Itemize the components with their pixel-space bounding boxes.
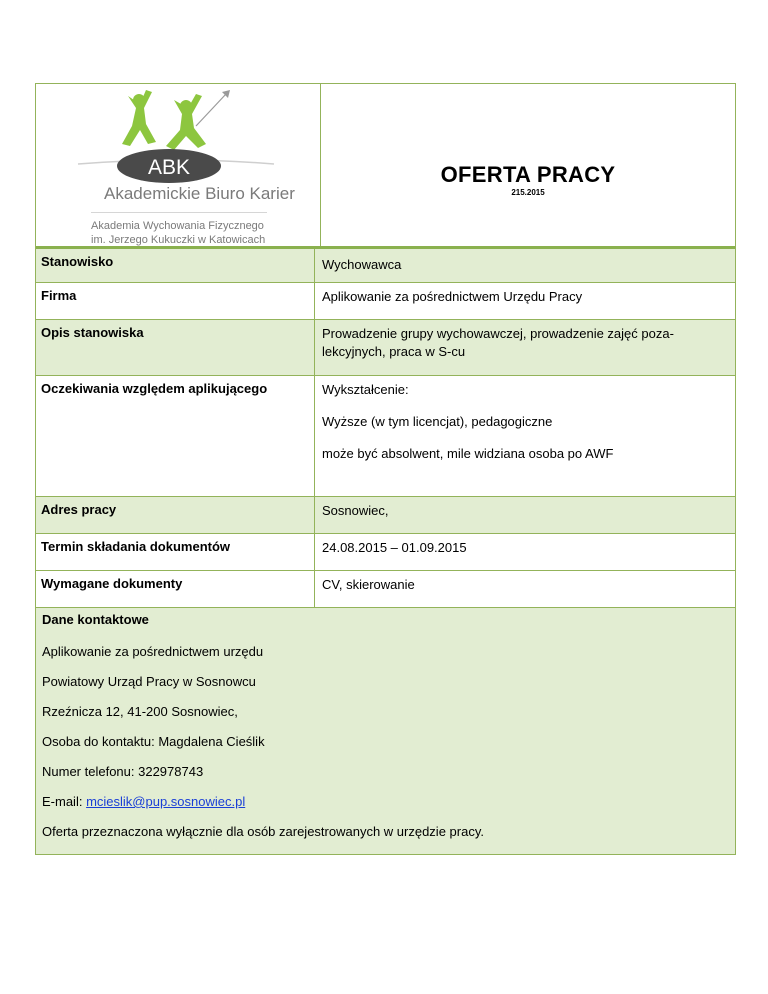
row-oczekiwania [36,376,735,497]
row-value: Sosnowiec, [322,503,389,518]
logo-org-name: Akademickie Biuro Karier [104,184,295,203]
contact-note: Oferta przeznaczona wyłącznie dla osób zarejestrowanych w urzędzie pracy. [42,824,484,839]
requirement-line: Wyższe (w tym licencjat), pedagogiczne [322,414,553,429]
logo-cell [36,84,321,246]
logo-academy-line-2: im. Jerzego Kukuczki w Katowicach [91,234,266,246]
row-stanowisko [36,249,735,283]
row-label: Firma [36,283,315,319]
contact-line: Aplikowanie za pośrednictwem urzędu [42,644,264,659]
row-adres [36,497,735,534]
offer-header [36,84,735,249]
row-value: 24.08.2015 – 01.09.2015 [322,540,467,555]
row-label: Stanowisko [36,249,315,282]
row-label: Oczekiwania względem aplikującego [36,376,315,496]
row-value: CV, skierowanie [322,577,415,592]
row-dokumenty [36,571,735,608]
row-value: Wychowawca [322,257,402,272]
requirement-line: Wykształcenie: [322,382,409,397]
row-value-list [315,376,735,496]
contact-line: Rzeźnicza 12, 41-200 Sosnowiec, [42,704,238,719]
contact-line: Numer telefonu: 322978743 [42,764,204,779]
requirement-line: może być absolwent, mile widziana osoba po AWF [322,446,614,461]
email-label: E-mail: [42,794,87,809]
email-link[interactable]: mcieslik@pup.sosnowiec.pl [86,794,246,809]
row-firma [36,283,735,320]
contact-section [36,608,735,854]
row-label: Opis stanowiska [36,320,315,375]
row-value: Prowadzenie grupy wychowawczej, prowadzenie zajęć poza-lekcyjnych, praca w S-cu [322,326,674,359]
offer-number: 215.2015 [511,188,545,197]
logo-badge-text: ABK [147,156,191,179]
row-termin [36,534,735,571]
row-opis [36,320,735,376]
row-label: Termin składania dokumentów [36,534,315,570]
contact-email-line [42,794,729,810]
row-value: Aplikowanie za pośrednictwem Urzędu Pracy [322,289,583,304]
logo-divider [91,212,267,213]
abk-logo-icon [76,86,276,184]
row-label: Wymagane dokumenty [36,571,315,607]
logo-academy-line: Akademia Wychowania Fizycznego [91,220,264,232]
page-title: OFERTA PRACY [440,162,616,187]
row-label: Adres pracy [36,497,315,533]
contact-line: Osoba do kontaktu: Magdalena Cieślik [42,734,265,749]
contact-heading: Dane kontaktowe [42,612,149,627]
contact-line: Powiatowy Urząd Pracy w Sosnowcu [42,674,256,689]
job-offer-sheet [35,83,736,855]
title-cell [321,84,735,246]
